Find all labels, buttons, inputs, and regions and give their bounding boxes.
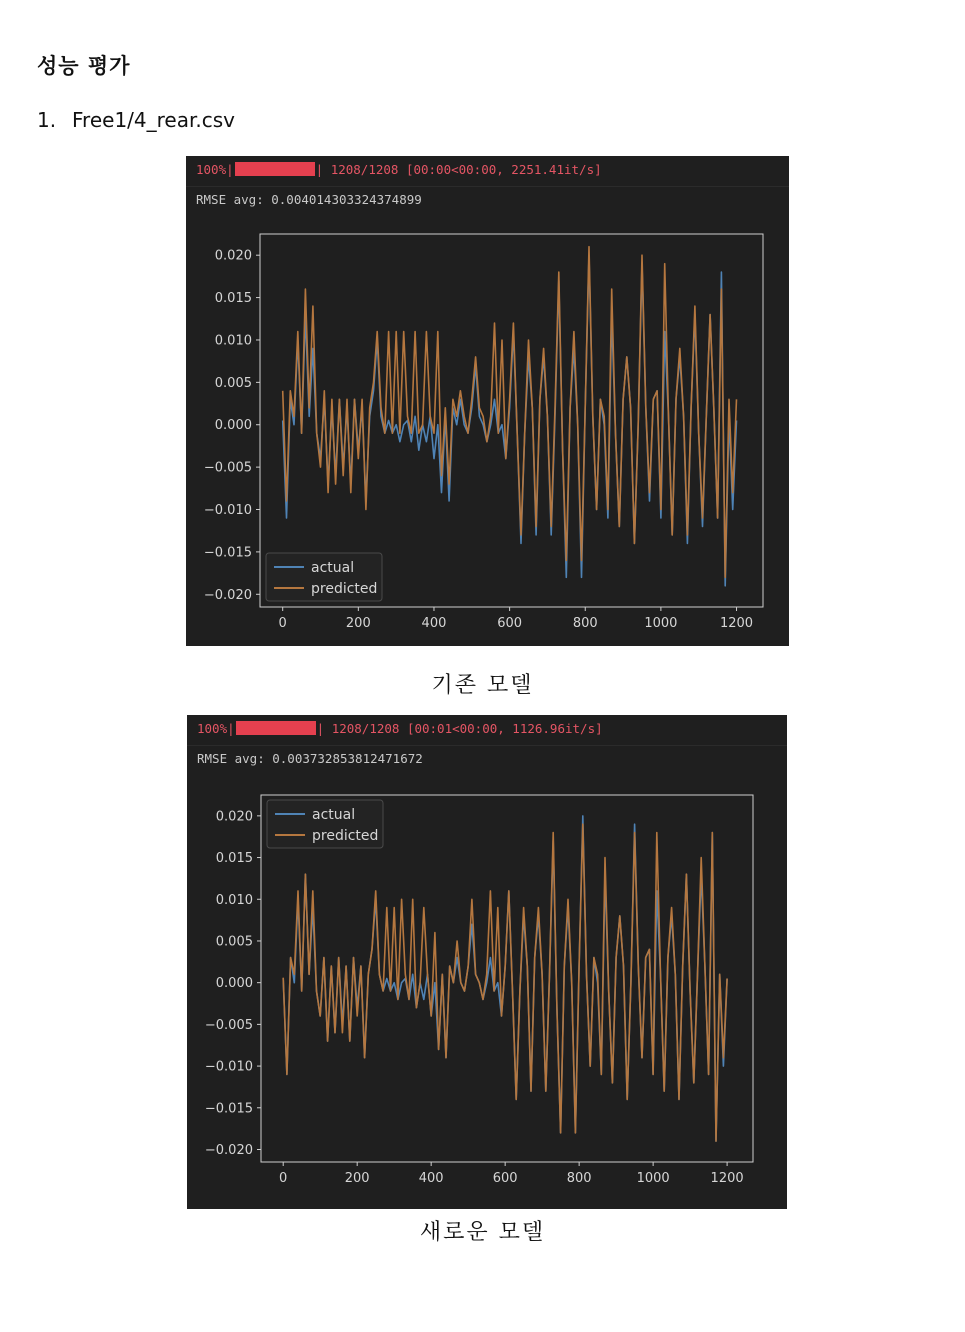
y-tick-label: 0.015 (215, 851, 253, 867)
y-tick-label: −0.020 (204, 1142, 253, 1158)
rmse-text: RMSE avg: 0.003732853812471672 (197, 751, 423, 766)
x-tick-label: 800 (566, 1171, 592, 1186)
figure-caption: 기존 모델 (431, 673, 534, 698)
x-tick-label: 400 (418, 1171, 444, 1186)
y-tick-label: −0.015 (204, 1101, 253, 1117)
y-tick-label: 0.010 (214, 333, 252, 349)
rmse-text: RMSE avg: 0.004014303324374899 (196, 192, 422, 207)
y-tick-label: 0.005 (214, 375, 252, 391)
y-tick-label: −0.015 (203, 545, 252, 561)
x-tick-label: 1000 (644, 616, 678, 631)
list-item-number: 1. (37, 108, 57, 132)
y-tick-label: −0.005 (204, 1017, 253, 1033)
y-tick-label: −0.005 (203, 460, 252, 476)
legend-label: predicted (311, 581, 378, 597)
plot-frame (260, 234, 763, 607)
figure-caption: 새로운 모델 (419, 1220, 546, 1245)
legend-label: actual (311, 560, 355, 576)
x-tick-label: 1200 (719, 616, 754, 631)
y-tick-label: 0.020 (215, 809, 253, 825)
x-tick-label: 200 (344, 1171, 370, 1186)
progress-percent: 100%| (196, 162, 234, 177)
progress-stats: | 1208/1208 [00:01<00:00, 1126.96it/s] (316, 721, 603, 736)
y-tick-label: 0.020 (214, 248, 252, 264)
figure-original-model (186, 156, 789, 646)
x-tick-label: 0 (279, 1171, 288, 1186)
x-tick-label: 1200 (710, 1171, 744, 1186)
figure-new-model (187, 715, 787, 1209)
x-tick-label: 600 (492, 1171, 518, 1186)
x-tick-label: 1000 (636, 1171, 670, 1186)
x-tick-label: 200 (345, 616, 371, 631)
y-tick-label: 0.005 (215, 934, 253, 950)
list-item-filename: Free1/4_rear.csv (72, 108, 235, 132)
y-tick-label: −0.020 (203, 587, 252, 603)
x-tick-label: 0 (278, 616, 287, 631)
line-chart (186, 156, 789, 646)
y-tick-label: 0.000 (214, 418, 252, 434)
y-tick-label: 0.015 (214, 291, 252, 307)
legend-label: predicted (312, 828, 379, 844)
list-item (37, 108, 235, 132)
line-chart (187, 715, 787, 1209)
y-tick-label: −0.010 (204, 1059, 253, 1075)
section-heading: 성능 평가 (37, 54, 131, 78)
series-line-predicted (283, 824, 727, 1141)
y-tick-label: 0.000 (215, 976, 253, 992)
plot-frame (261, 795, 753, 1162)
progress-percent: 100%| (197, 721, 235, 736)
x-tick-label: 600 (497, 616, 523, 631)
y-tick-label: 0.010 (215, 892, 253, 908)
x-tick-label: 800 (572, 616, 598, 631)
x-tick-label: 400 (421, 616, 447, 631)
y-tick-label: −0.010 (203, 503, 252, 519)
progress-stats: | 1208/1208 [00:00<00:00, 2251.41it/s] (315, 162, 602, 177)
legend-label: actual (312, 807, 356, 823)
